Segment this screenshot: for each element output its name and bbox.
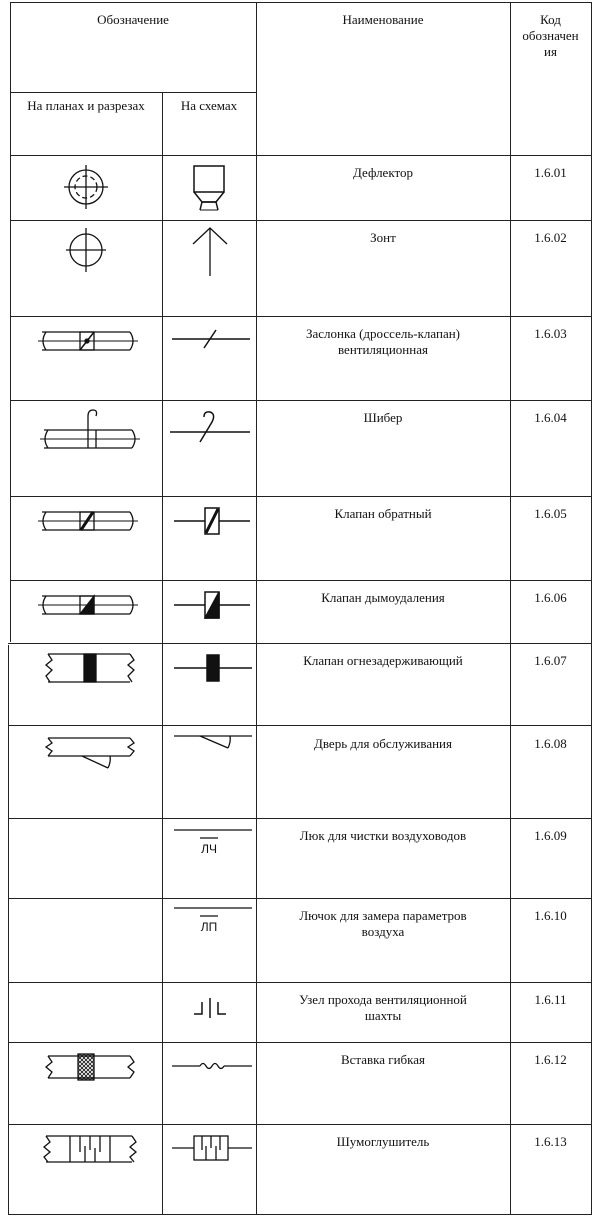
row-name: Дефлектор (353, 165, 413, 180)
fire-valve-scheme-icon (172, 648, 256, 688)
row-divider (8, 725, 592, 726)
row-code: 1.6.02 (534, 230, 567, 245)
check-valve-plan-icon (38, 504, 142, 538)
smoke-valve-plan-icon (38, 588, 142, 622)
row-name: Клапан дымоудаления (321, 590, 445, 605)
fire-valve-plan-icon (42, 648, 142, 688)
row-divider (8, 1042, 592, 1043)
row-code: 1.6.04 (534, 410, 567, 425)
column-divider (162, 92, 163, 1215)
header-code (510, 12, 591, 60)
row-name: Клапан огнезадерживающий (303, 653, 463, 668)
row-code: 1.6.10 (534, 908, 567, 923)
service-door-scheme-icon (172, 732, 256, 758)
row-divider (10, 580, 592, 581)
row-divider (10, 155, 592, 156)
row-name: Шумоглушитель (336, 1134, 430, 1149)
row-name: Люк для чистки воздуховодов (299, 828, 467, 843)
row-name-line: шахты (364, 1008, 402, 1023)
measuring-hatch-scheme-icon (172, 904, 256, 934)
row-name: Клапан обратный (334, 506, 432, 521)
row-code: 1.6.07 (534, 653, 567, 668)
row-code: 1.6.11 (534, 992, 567, 1007)
row-name-line: Заслонка (дроссель-клапан) (305, 326, 461, 341)
table-border-bottom (8, 1214, 592, 1215)
gate-scheme-icon (168, 408, 254, 444)
header-on-plans: На планах и разрезах (27, 98, 145, 113)
row-name: Вставка гибкая (340, 1052, 426, 1067)
row-name-line: вентиляционная (338, 342, 428, 357)
row-name (256, 326, 510, 358)
row-code: 1.6.06 (534, 590, 567, 605)
row-divider (10, 400, 592, 401)
row-divider (10, 220, 592, 221)
row-divider (8, 982, 592, 983)
flexible-insert-scheme-icon (170, 1056, 254, 1076)
header-code-line: обозначен (522, 28, 579, 43)
row-code: 1.6.09 (534, 828, 567, 843)
row-name-line: воздуха (361, 924, 405, 939)
row-code: 1.6.12 (534, 1052, 567, 1067)
row-divider (10, 316, 592, 317)
row-name: Зонт (370, 230, 396, 245)
row-divider (8, 898, 592, 899)
row-divider (8, 643, 592, 644)
row-code: 1.6.13 (534, 1134, 567, 1149)
table-border-left (8, 645, 9, 1215)
table-border-top (10, 2, 592, 3)
row-divider (8, 818, 592, 819)
row-name-line: Узел прохода вентиляционной (299, 992, 467, 1007)
row-divider (8, 1124, 592, 1125)
header-name: Наименование (342, 12, 424, 27)
service-door-plan-icon (42, 732, 142, 778)
flexible-insert-plan-icon (42, 1048, 142, 1088)
header-code-line: Код (540, 12, 561, 27)
header-designation: Обозначение (97, 12, 169, 27)
row-code: 1.6.08 (534, 736, 567, 751)
header-code-line: ия (544, 44, 557, 59)
damper-scheme-icon (170, 324, 254, 354)
row-name: Дверь для обслуживания (314, 736, 452, 751)
cleaning-hatch-scheme-icon (172, 826, 256, 856)
shaft-passage-scheme-icon (192, 996, 232, 1022)
damper-plan-icon (38, 324, 142, 358)
row-name-line: Лючок для замера параметров (299, 908, 467, 923)
header-on-schemes: На схемах (180, 98, 238, 113)
row-code: 1.6.05 (534, 506, 567, 521)
smoke-valve-scheme-icon (172, 586, 254, 624)
table-border-right (591, 2, 592, 1215)
silencer-plan-icon (40, 1130, 144, 1170)
row-name (256, 992, 510, 1024)
row-divider (10, 496, 592, 497)
header-divider (10, 92, 257, 93)
row-name: Шибер (363, 410, 403, 425)
deflector-scheme-icon (188, 162, 232, 214)
check-valve-scheme-icon (172, 502, 254, 540)
column-divider (510, 2, 511, 1215)
umbrella-plan-icon (62, 222, 112, 278)
row-code: 1.6.01 (534, 165, 567, 180)
silencer-scheme-icon (170, 1130, 254, 1170)
gate-plan-icon (40, 408, 144, 458)
umbrella-scheme-icon (188, 224, 234, 280)
measuring-hatch-label: ЛП (200, 920, 218, 934)
cleaning-hatch-label: ЛЧ (201, 842, 217, 856)
deflector-plan-icon (60, 162, 120, 212)
row-code: 1.6.03 (534, 326, 567, 341)
column-divider (256, 2, 257, 1215)
row-name (256, 908, 510, 940)
